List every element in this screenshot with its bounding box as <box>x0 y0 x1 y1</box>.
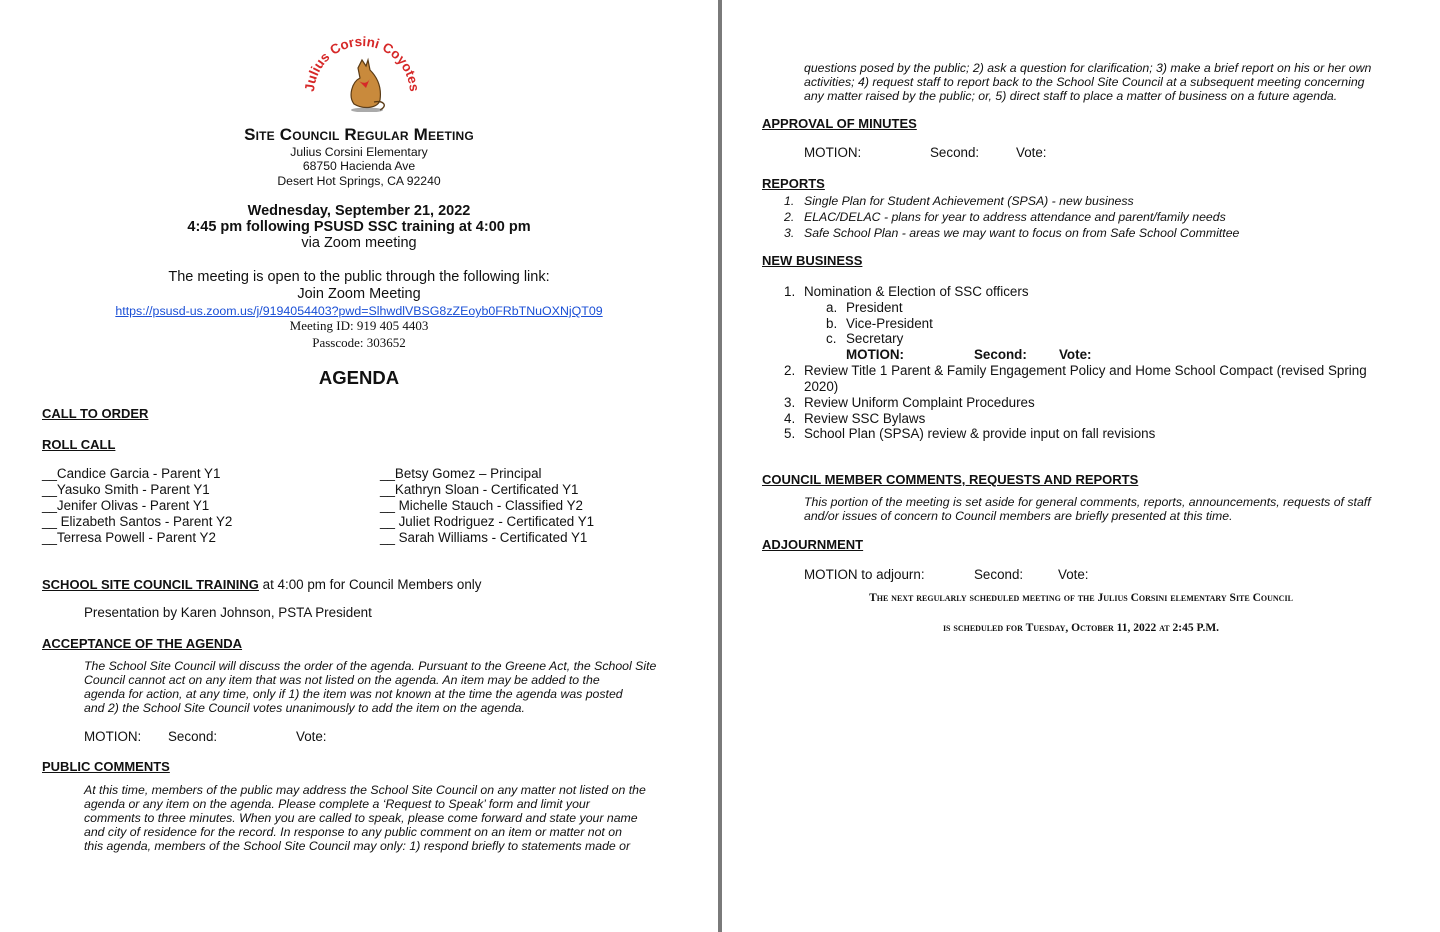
next-meeting-line-1: The next regularly scheduled meeting of the Julius Corsini elementary Site Council <box>869 592 1293 604</box>
roll-member: __Yasuko Smith - Parent Y1 <box>42 482 210 497</box>
adjournment-heading: ADJOURNMENT <box>762 537 864 552</box>
public-comments-continued: questions posed by the public; 2) ask a question for clarification; 3) make a brief report on his or her own activities; 4) request staff to report back to the School Site Council at a subsequent meeting concerning any matter raised by the public; or, 5) direct staff to place a matter of business on a future agenda. <box>804 61 1372 103</box>
roll-member: __Betsy Gomez – Principal <box>380 466 542 481</box>
roll-call-right-column <box>380 466 594 546</box>
coyote-howling-icon <box>300 22 420 112</box>
list-item: 2. Review Title 1 Parent & Family Engagement Policy and Home School Compact (revised Spring <box>784 363 1367 379</box>
acceptance-second: Second: <box>168 729 218 744</box>
reports-list <box>784 193 1404 241</box>
training-line <box>42 576 481 594</box>
street-address: 68750 Hacienda Ave <box>302 159 416 173</box>
reports-heading: REPORTS <box>762 176 825 191</box>
agenda-heading: AGENDA <box>318 367 400 388</box>
list-item: 4. Review SSC Bylaws <box>784 410 926 426</box>
approval-motion: MOTION: <box>804 145 862 160</box>
school-name: Julius Corsini Elementary <box>290 145 428 159</box>
approval-heading: APPROVAL OF MINUTES <box>762 116 917 131</box>
roll-member: __Terresa Powell - Parent Y2 <box>42 530 216 545</box>
join-zoom-label: Join Zoom Meeting <box>297 286 421 302</box>
adjourn-vote: Vote: <box>1058 567 1089 582</box>
public-access-line: The meeting is open to the public through the following link: <box>168 269 550 285</box>
roll-member: __ Elizabeth Santos - Parent Y2 <box>42 514 233 529</box>
document-page-1 <box>0 0 718 932</box>
meeting-time: 4:45 pm following PSUSD SSC training at 4:00 pm <box>187 219 531 235</box>
meeting-via: via Zoom meeting <box>301 235 417 251</box>
roll-call-heading: ROLL CALL <box>42 437 116 452</box>
public-comments-text: At this time, members of the public may address the School Site Council on any matter not listed on the agenda or any item on the agenda. Please complete a ‘Request to Speak’ form and limit your comments to three minutes. When you are called to speak, please come forward and state your name and city of residence for the record. In response to any public comment on an item or matter not on this agenda, members of the School Site Council may only: 1) respond briefly to statements made or <box>84 783 646 853</box>
list-item: c. Secretary <box>826 331 904 347</box>
roll-member: __Kathryn Sloan - Certificated Y1 <box>380 482 579 497</box>
training-note: at 4:00 pm for Council Members only <box>258 577 482 592</box>
acceptance-heading: ACCEPTANCE OF THE AGENDA <box>42 636 243 651</box>
meeting-title: Site Council Regular Meeting <box>244 125 474 144</box>
call-to-order-heading: CALL TO ORDER <box>42 406 149 421</box>
roll-member: __ Juliet Rodriguez - Certificated Y1 <box>380 514 595 529</box>
adjourn-motion: MOTION to adjourn: <box>804 567 925 582</box>
list-item: b. Vice-President <box>826 315 933 331</box>
next-meeting-line-2: is scheduled for Tuesday, October 11, 2022 at 2:45 P.M. <box>942 622 1220 634</box>
zoom-meeting-link[interactable]: https://psusd-us.zoom.us/j/9194054403?pwd=SlhwdlVBSG8zZEoyb0FRbTNuOXNjQT09 <box>115 304 603 318</box>
roll-member: __ Michelle Stauch - Classified Y2 <box>380 498 583 513</box>
roll-member: __Candice Garcia - Parent Y1 <box>42 466 221 481</box>
training-heading: SCHOOL SITE COUNCIL TRAINING <box>42 577 259 592</box>
list-item: a. President <box>826 299 903 315</box>
officer-vote-line: MOTION: Second: Vote: <box>846 347 1092 363</box>
new-business-heading: NEW BUSINESS <box>762 253 863 268</box>
list-item: 5. School Plan (SPSA) review & provide input on fall revisions <box>784 426 1156 442</box>
list-item: 3. Safe School Plan - areas we may want to focus on from Safe School Committee <box>784 226 1240 240</box>
approval-second: Second: <box>930 145 980 160</box>
roll-call-left-column <box>42 466 232 546</box>
meeting-date: Wednesday, September 21, 2022 <box>247 203 471 219</box>
acceptance-vote: Vote: <box>296 729 327 744</box>
list-item: 1. Single Plan for Student Achievement (SPSA) - new business <box>784 194 1134 208</box>
passcode: Passcode: 303652 <box>312 335 406 350</box>
list-item: 3. Review Uniform Complaint Procedures <box>784 394 1035 410</box>
list-item: 1. Nomination & Election of SSC officers <box>784 284 1029 299</box>
council-comments-text: This portion of the meeting is set aside for general comments, reports, announcements, requests of staff and/or issues of concern to Council members are briefly presented at this time. <box>804 495 1371 523</box>
acceptance-motion: MOTION: <box>84 729 142 744</box>
school-logo <box>300 22 420 112</box>
new-business-list <box>784 284 1424 442</box>
roll-member: __ Sarah Williams - Certificated Y1 <box>380 530 588 545</box>
city-address: Desert Hot Springs, CA 92240 <box>277 174 441 188</box>
svg-text:Julius Corsini Coyotes: Julius Corsini Coyote <box>301 33 420 93</box>
list-item: 2. ELAC/DELAC - plans for year to address attendance and parent/family needs <box>784 210 1226 224</box>
council-comments-heading: COUNCIL MEMBER COMMENTS, REQUESTS AND REPORTS <box>762 472 1139 487</box>
presentation-line: Presentation by Karen Johnson, PSTA President <box>84 605 372 620</box>
adjourn-second: Second: <box>974 567 1024 582</box>
approval-vote: Vote: <box>1016 145 1047 160</box>
public-comments-heading: PUBLIC COMMENTS <box>42 759 170 774</box>
document-page-2 <box>722 0 1440 932</box>
list-item-continued: 2020) <box>804 378 839 394</box>
acceptance-text: The School Site Council will discuss the order of the agenda. Pursuant to the Greene Act, the School Site Council cannot act on any item that was not listed on the agenda. An item may be added to the agenda for action, at any time, only if 1) the item was not known at the time the agenda was posted and 2) the School Site Council votes unanimously to add the item on the agenda. <box>84 659 657 715</box>
roll-member: __Jenifer Olivas - Parent Y1 <box>42 498 210 513</box>
meeting-id: Meeting ID: 919 405 4403 <box>289 318 429 333</box>
